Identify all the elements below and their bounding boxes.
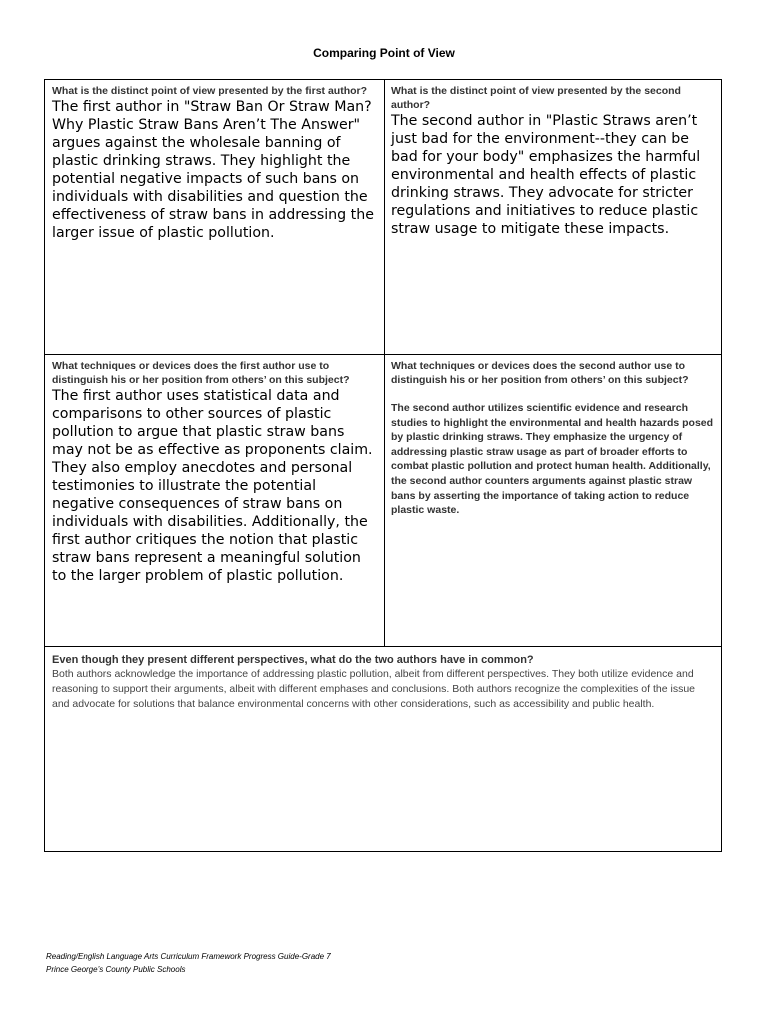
question-second-author-pov: What is the distinct point of view presented by the second author? — [391, 85, 681, 111]
answer-common-ground[interactable]: Both authors acknowledge the importance of addressing plastic pollution, albeit from different perspectives. They both utilize evidence and reasoning to support their arguments, albeit with different emphases and conclusions. Both authors recognize the complexities of the issue and advocate for solutions that balance environmental concerns with other considerations, such as accessibility and public health. — [52, 668, 696, 710]
footer-curriculum-guide: Reading/English Language Arts Curriculum Framework Progress Guide-Grade 7 — [46, 952, 331, 961]
cell-first-author-techniques[interactable] — [45, 355, 384, 647]
question-common-ground: Even though they present different perspectives, what do the two authors have in common? — [52, 654, 534, 666]
cell-second-author-pov[interactable] — [384, 80, 721, 355]
answer-second-author-pov[interactable]: The second author in "Plastic Straws aren’t just bad for the environment--they can be bad for your body" emphasizes the harmful environmental and health effects of plastic drinking straws. They advocate for stricter regulations and initiatives to reduce plastic straw usage to mitigate these impacts. — [391, 113, 701, 237]
answer-first-author-pov[interactable]: The first author in "Straw Ban Or Straw Man? Why Plastic Straw Bans Aren’t The Answer" argues against the wholesale banning of plastic drinking straws. They highlight the potential negative impacts of such bans on individuals with disabilities and question the effectiveness of straw bans in addressing the larger issue of plastic pollution. — [52, 99, 374, 241]
question-second-author-techniques: What techniques or devices does the second author use to distinguish his or her position from others’ on this subject? — [391, 360, 689, 386]
page-title: Comparing Point of View — [313, 46, 455, 60]
question-first-author-pov: What is the distinct point of view presented by the first author? — [52, 85, 368, 97]
cell-common-ground[interactable] — [45, 647, 721, 851]
cell-second-author-techniques[interactable] — [384, 355, 721, 647]
cell-first-author-pov[interactable] — [45, 80, 384, 355]
footer-school-district: Prince George’s County Public Schools — [46, 965, 186, 974]
page-footer — [46, 950, 331, 976]
answer-first-author-techniques[interactable]: The first author uses statistical data and comparisons to other sources of plastic pollution to argue that plastic straw bans may not be as effective as proponents claim. They also employ anecdotes and personal testimonies to illustrate the potential negative consequences of straw bans on individuals with disabilities. Additionally, the first author critiques the notion that plastic straw bans represent a meaningful solution to the larger problem of plastic pollution. — [52, 388, 373, 584]
comparison-table — [44, 79, 722, 852]
question-first-author-techniques: What techniques or devices does the first author use to distinguish his or her position from others’ on this subject? — [52, 360, 350, 386]
answer-second-author-techniques[interactable]: The second author utilizes scientific evidence and research studies to highlight the environmental and health hazards posed by plastic drinking straws. They emphasize the urgency of addressing plastic straw usage as part of broader efforts to combat plastic pollution and protect human health. Additionally, the second author counters arguments against plastic straw bans by asserting the importance of taking action to reduce plastic waste. — [391, 402, 714, 517]
